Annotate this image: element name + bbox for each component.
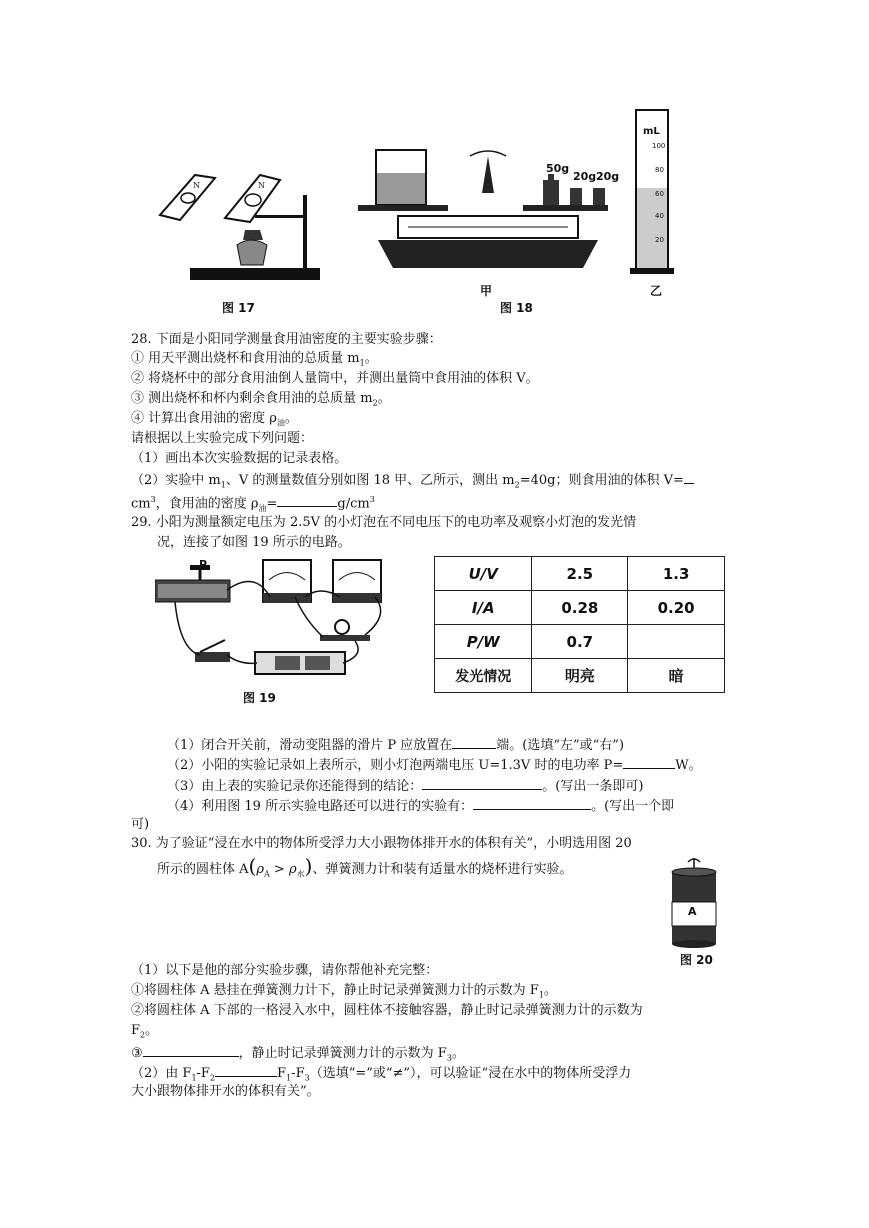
cylinder-unit-label: mL — [643, 126, 660, 137]
answer-blank-comparison[interactable] — [215, 1063, 277, 1077]
table-cell: 明亮 — [532, 659, 628, 693]
q30-step1: ①将圆柱体 A 悬挂在弹簧测力计下，静止时记录弹簧测力计的示数为 $F_1$。 — [131, 983, 557, 1000]
q28-part1: （1）画出本次实验数据的记录表格。 — [131, 451, 348, 466]
figure-19-caption: 图 19 — [243, 691, 276, 705]
q30-part2: （2）由 $F_1-F_2$ $F_1-F_3$（选填“=”或“≠”），可以验证“浸在水中的物体所受浮力 — [131, 1063, 631, 1088]
table-cell: U/V — [435, 557, 532, 591]
answer-blank-volume[interactable] — [684, 470, 694, 484]
table-row — [435, 591, 725, 625]
figure-20-caption: 图 20 — [680, 953, 713, 967]
cylinder-tick-80: 80 — [655, 166, 664, 174]
q30-step3: ③ ，静止时记录弹簧测力计的示数为 $F_3$。 — [131, 1043, 465, 1068]
cylinder-tick-60: 60 — [655, 190, 664, 198]
figure-20-cylinder-a — [668, 858, 720, 948]
q29-part4: （4）利用图 19 所示实验电路还可以进行的实验有： 。(写出一个即 — [167, 796, 674, 816]
q29-part4-cont: 可) — [131, 817, 150, 832]
figure-18-yi-label: 乙 — [650, 284, 663, 298]
q30-step2: ②将圆柱体 A 下部的一格浸入水中，圆柱体不接触容器，静止时记录弹簧测力计的示数为 — [131, 1003, 643, 1018]
table-row — [435, 659, 725, 693]
table-cell: 暗 — [628, 659, 725, 693]
answer-blank-slider-position[interactable] — [452, 735, 496, 749]
q29-part1: （1）闭合开关前，滑动变阻器的滑片 P 应放置在 端。(选填“左”或“右”) — [167, 735, 624, 755]
table-cell: 2.5 — [532, 557, 628, 591]
q29-part3: （3）由上表的实验记录你还能得到的结论： 。(写出一条即可) — [167, 776, 643, 796]
cylinder-tick-20: 20 — [655, 236, 664, 244]
q28-step4: ④ 计算出食用油的密度 $\rho_油$。 — [131, 411, 298, 428]
weight-20g-label-2: 20g — [596, 170, 620, 183]
weight-50g-label: 50g — [546, 162, 570, 175]
q29-intro-1: 29. 小阳为测量额定电压为 2.5V 的小灯泡在不同电压下的电功率及观察小灯泡的发光情 — [131, 515, 637, 530]
q30-part2-cont: 大小跟物体排开水的体积有关”。 — [131, 1084, 320, 1099]
table-row — [435, 625, 725, 659]
svg-text:N: N — [193, 181, 200, 190]
figure-17-illustration — [155, 160, 330, 290]
answer-blank-conclusion[interactable] — [422, 776, 542, 790]
q28-part2: （2）实验中 $m_1$、V 的测量数值分别如图 18 甲、乙所示，测出 $m_2=40g$；则食用油的体积 V= — [131, 470, 694, 495]
table-cell: 0.20 — [628, 591, 725, 625]
q30-intro-1: 30. 为了验证“浸在水中的物体所受浮力大小跟物体排开水的体积有关”，小明选用图 20 — [131, 836, 632, 851]
q30-intro-2: 所示的圆柱体 $A(\rho_A > \rho_水)$、弹簧测力计和装有适量水的烧杯进行实验。 — [157, 854, 573, 879]
figure-18-jia-label: 甲 — [480, 284, 493, 298]
svg-text:N: N — [258, 181, 265, 190]
q28-intro: 28. 下面是小阳同学测量食用油密度的主要实验步骤： — [131, 332, 442, 347]
q29-intro-2: 况，连接了如图 19 所示的电路。 — [157, 535, 351, 550]
q29-part2: （2）小阳的实验记录如上表所示，则小灯泡两端电压 U=1.3V 时的电功率 P= W。 — [167, 755, 702, 775]
cylinder-a-label: A — [688, 905, 697, 918]
table-cell-blank — [628, 625, 725, 659]
weight-20g-label-1: 20g — [573, 170, 597, 183]
rheostat-slider-label: P — [199, 558, 208, 571]
q30-step2-cont: $F_2$。 — [131, 1023, 159, 1040]
answer-blank-power[interactable] — [623, 755, 675, 769]
cylinder-tick-40: 40 — [655, 212, 664, 220]
figure-18-caption: 图 18 — [500, 301, 533, 315]
figure-19-circuit — [155, 555, 415, 690]
figure-18-balance — [358, 138, 613, 278]
table-cell: 发光情况 — [435, 659, 532, 693]
table-cell: 0.7 — [532, 625, 628, 659]
table-cell: I/A — [435, 591, 532, 625]
q29-data-table — [434, 556, 725, 693]
q28-part2-cont: $cm^3$，食用油的密度 $\rho_油= g/cm^3$ — [131, 495, 375, 513]
q28-step1: ① 用天平测出烧杯和食用油的总质量 $m_1$。 — [131, 351, 378, 368]
q28-ask: 请根据以上实验完成下列问题： — [131, 431, 314, 446]
figure-17-caption: 图 17 — [222, 301, 255, 315]
table-cell: P/W — [435, 625, 532, 659]
q28-step2: ② 将烧杯中的部分食用油倒人量筒中，并测出量筒中食用油的体积 V。 — [131, 371, 539, 386]
cylinder-tick-100: 100 — [652, 142, 666, 150]
table-cell: 0.28 — [532, 591, 628, 625]
q30-part1: （1）以下是他的部分实验步骤，请你帮他补充完整： — [131, 963, 439, 978]
answer-blank-experiment[interactable] — [473, 796, 591, 810]
table-cell: 1.3 — [628, 557, 725, 591]
answer-blank-density[interactable] — [277, 493, 337, 507]
q28-step3: ③ 测出烧杯和杯内剩余食用油的总质量 $m_2$。 — [131, 391, 391, 408]
table-row — [435, 557, 725, 591]
answer-blank-step3[interactable] — [143, 1043, 239, 1057]
